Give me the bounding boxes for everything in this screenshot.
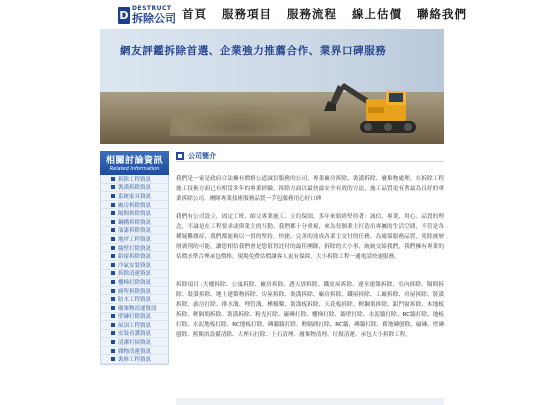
sidebar-item[interactable] [101,330,168,339]
sidebar-item-label: 廢棄物清運資訊 [118,305,157,312]
sidebar-item-label: 鋼構拆除資訊 [118,219,152,226]
logo-text [132,6,176,24]
logo-english: DESTRUCT [132,5,172,12]
nav-online-quote[interactable]: 線上估價 [352,7,402,21]
sidebar-item-label: 冷氣安裝資訊 [118,262,152,269]
bullet-square-icon [111,340,115,344]
bullet-square-icon [111,228,115,232]
section-square-icon [176,152,184,160]
related-info-sidebar [100,151,169,365]
sidebar-item[interactable] [101,201,168,210]
sidebar-list [100,175,169,365]
sidebar-item[interactable] [101,321,168,330]
logo-mark-icon: D [119,8,129,22]
section-title: 公司簡介 [188,152,216,160]
bullet-square-icon [111,289,115,293]
bullet-square-icon [111,246,115,250]
sidebar-item-label: 裝潢拆除資訊 [118,185,152,192]
sidebar-item-label: 油漆拆除資訊 [118,228,152,235]
banner-title: 網友評鑑拆除首選、企業強力推薦合作、業界口碑服務 [120,45,387,57]
sidebar-item[interactable] [101,192,168,201]
sidebar-item[interactable] [101,304,168,313]
section-header [176,151,444,162]
services-list-paragraph: 拆除項目 :大樓拆除、公寓拆除、廠房拆除、透天厝拆除、鐵皮屋拆除、違章建築拆除、室內拆除、隔間拆除、裝潢拆除、地上建築物拆除、房屋拆除、裝潢拆除、廠房拆除、鐵屋拆除、工廠拆除、房屋拆除、裝潢拆除、廚房打除、排水溝、埋管溝、樺樹鑿、裝潢板拆除、天花板拆除、輕鋼架拆除、鋁門窗拆除、木地板拆除、輕隔間拆除、裝潢拆除、粉光打除、磁磚打除、樓梯打除、牆壁打除、水泥牆打除、RC牆打除、地板打除、水泥地板打除、RC地板打除、磚牆牆打除、輕隔間打除、RC牆、磚牆打除、舊地磚刨除、磁磚、壁磚刨除、舊衛浴設備清除、大理石打除、土石清理、廢棄物清理、垃圾清運、承包大小拆除工程。 [176,282,444,338]
sidebar-item[interactable] [101,209,168,218]
sidebar-item-label: 屋頂工程資訊 [118,322,152,329]
logo-chinese: 拆除公司 [132,12,176,25]
bullet-square-icon [111,263,115,267]
site-logo[interactable] [118,5,176,25]
philosophy-paragraph: 我們有公司設立，固定工班、師父專業施工，立約保固，多年來始終堅持著：誠信、專業、用心、品質的理念，不論是在工程要求或與業主的互動，我們都十分重視，來為每個業主打造出專屬的生活空間，不管是各種疑難雜症，我們都能夠以一貫的堅持，快捷、完善的達成各業主交付的任務，為確保服務品質，免除被層層剝削的可能，讓您相信我們會是您值得託付的最佳團隊，拆除的大小事，統統交給我們，我們擁有專業的估價水準合理承包價格，現場免費估價讓客人更有保障，大小拆除工程一通電話快速服務。 [176,214,444,260]
sidebar-item-label: 清潔打掃資訊 [118,340,152,347]
banner-rubble [170,106,310,136]
bullet-square-icon [111,306,115,310]
bullet-square-icon [111,211,115,215]
bullet-square-icon [111,237,115,241]
sidebar-item-label: 地坪工程資訊 [118,236,152,243]
sidebar-item-label: 隔間拆除資訊 [118,211,152,218]
sidebar-item-label: 廁所拆除資訊 [118,288,152,295]
sidebar-item[interactable] [101,278,168,287]
main-content [176,151,444,340]
sidebar-subtitle: Related Information [109,166,160,172]
nav-services[interactable]: 服務項目 [222,7,272,21]
bullet-square-icon [111,314,115,318]
intro-paragraph: 我們是一家是政府合法擁有價格公道誠信服務的公司，專業廠房拆除、裝潢拆除、廢棄物處理，在拆除工程施工技術方面已有相當多年的專業經驗，拆除方面以最快最安全有效的方法，施工品質更有著最為良好的專業拆除公司，團隊專業技術服務品質一手包服務用心好口碑 [176,176,444,202]
sidebar-item[interactable] [101,175,168,184]
bullet-square-icon [111,323,115,327]
bullet-square-icon [111,349,115,353]
sidebar-item[interactable] [101,313,168,322]
main-nav [182,6,482,22]
sidebar-item[interactable] [101,235,168,244]
nav-process[interactable]: 服務流程 [287,7,337,21]
bullet-square-icon [111,203,115,207]
sidebar-item-label: 裝修工程資訊 [118,357,152,364]
sidebar-item[interactable] [101,338,168,347]
sidebar-item-label: 安裝看護資訊 [118,331,152,338]
sidebar-title: 相關討論資訊 [105,156,163,166]
site-header [0,0,540,28]
sidebar-item[interactable] [101,244,168,253]
sidebar-item-label: 牆壁打除資訊 [118,245,152,252]
sidebar-item-label: 壁磚打除資訊 [118,314,152,321]
sidebar-item[interactable] [101,184,168,193]
sidebar-item-label: 樓梯打除資訊 [118,279,152,286]
sidebar-item-label: 鋁窗拆除資訊 [118,254,152,261]
sidebar-item-label: 雜物清運資訊 [118,348,152,355]
nav-contact[interactable]: 聯絡我們 [417,7,467,21]
sidebar-item[interactable] [101,227,168,236]
bullet-square-icon [111,280,115,284]
bullet-square-icon [111,220,115,224]
sidebar-item-label: 廠房拆除資訊 [118,202,152,209]
sidebar-item[interactable] [101,252,168,261]
sidebar-item[interactable] [101,347,168,356]
content-bottom-bar [176,398,444,405]
bullet-square-icon [111,177,115,181]
sidebar-item[interactable] [101,261,168,270]
excavator-image [320,77,430,139]
bullet-square-icon [111,297,115,301]
sidebar-item[interactable] [101,287,168,296]
bullet-square-icon [111,194,115,198]
sidebar-item-label: 系統家具資訊 [118,193,152,200]
sidebar-header [100,151,169,175]
bullet-square-icon [111,254,115,258]
hero-banner [100,29,444,144]
bullet-square-icon [111,331,115,335]
sidebar-item[interactable] [101,355,168,364]
sidebar-item-label: 防水工程資訊 [118,297,152,304]
bullet-square-icon [111,357,115,361]
nav-home[interactable]: 首頁 [182,7,207,21]
sidebar-item[interactable] [101,218,168,227]
sidebar-item-label: 拆除清運資訊 [118,271,152,278]
sidebar-item[interactable] [101,295,168,304]
bullet-square-icon [111,185,115,189]
sidebar-item[interactable] [101,270,168,279]
sidebar-item-label: 拆除工程資訊 [118,176,152,183]
bullet-square-icon [111,271,115,275]
